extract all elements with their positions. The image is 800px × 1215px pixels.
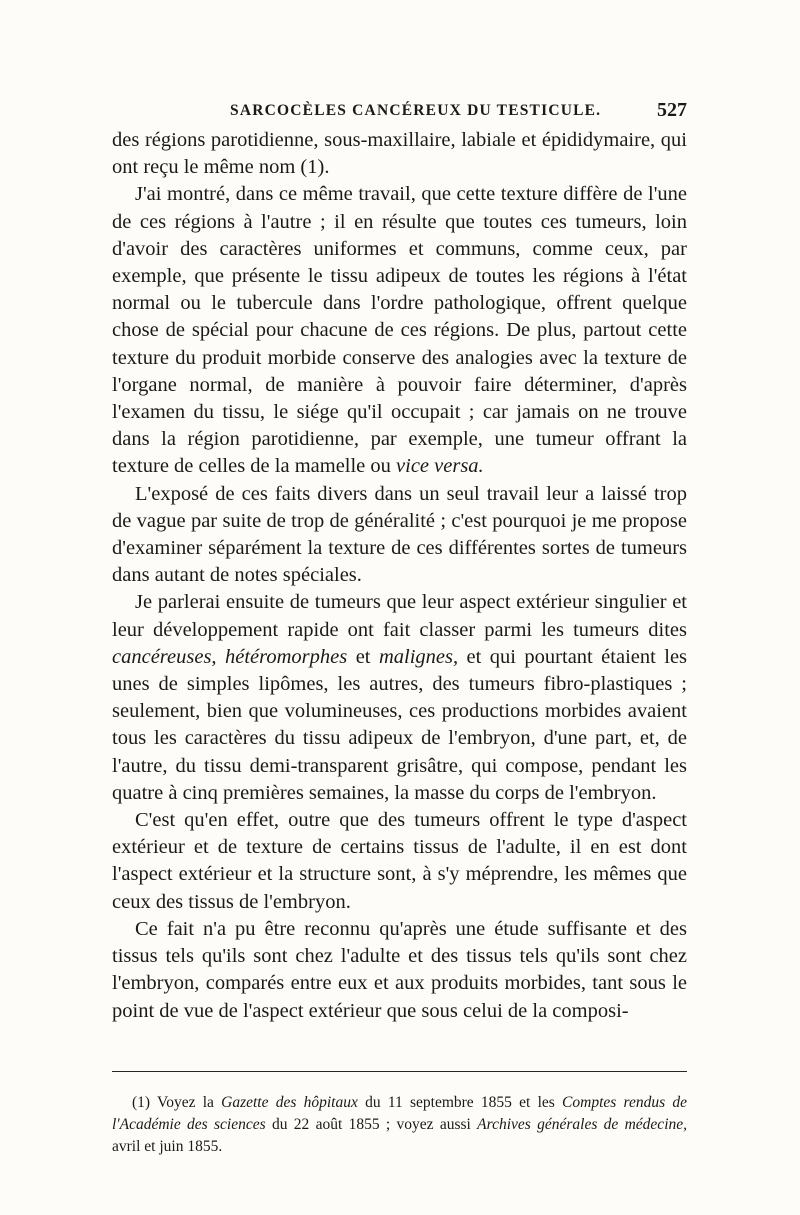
paragraph xyxy=(112,181,687,480)
footnote-text: du 22 août 1855 ; voyez aussi xyxy=(271,1116,471,1133)
footnote-text: avril et juin 1855. xyxy=(112,1138,223,1155)
footnote-text: du 11 septembre 1855 et les xyxy=(365,1094,555,1111)
paragraph-text: , xyxy=(211,645,217,668)
italic-text: Archives générales de médecine, xyxy=(477,1116,688,1133)
paragraph xyxy=(112,481,687,590)
paragraph-text: Je parlerai ensuite de tumeurs que leur aspect extérieur singulier et leur développement rapide ont fait classer parmi les tumeurs dites xyxy=(112,591,687,641)
paragraph-text: et qui pourtant étaient les unes de simples lipômes, les autres, des tumeurs fibro-plastiques ; seulement, bien que volumineuses, ces productions morbides avaient tous les caractères du tissu adipeux de l'embryon, d'une part, et, de l'autre, du tissu demi-transparent grisâtre, qui compose, pendant les quatre à cinq premières semaines, la masse du corps de l'embryon. xyxy=(112,645,688,804)
footnote-divider xyxy=(112,1071,687,1072)
running-title: SARCOCÈLES CANCÉREUX DU TESTICULE. xyxy=(230,102,602,119)
paragraph-text: des régions parotidienne, sous-maxillaire, labiale et épididymaire, qui ont reçu le même nom (1). xyxy=(112,129,687,179)
italic-text: Gazette des hôpitaux xyxy=(221,1094,358,1111)
page-number: 527 xyxy=(657,99,687,121)
paragraph-text: J'ai montré, dans ce même travail, que cette texture diffère de l'une de ces régions à l'autre ; il en résulte que toutes ces tumeurs, loin d'avoir des caractères uniformes et communs, comme ceux, par exemple, que présente le tissu adipeux de toutes les régions à l'état normal ou le tubercule dans l'ordre pathologique, offrent quelque chose de spécial pour chacune de ces régions. De plus, partout cette texture du produit morbide conserve des analogies avec la texture de l'organe normal, de manière à pouvoir faire déterminer, d'après l'examen du tissu, le siége qu'il occupait ; car jamais on ne trouve dans la région parotidienne, par exemple, une tumeur offrant la texture de celles de la mamelle ou xyxy=(112,183,687,478)
italic-text: hétéromorphes xyxy=(225,645,348,668)
paragraph xyxy=(112,589,687,807)
paragraph-text: L'exposé de ces faits divers dans un seul travail leur a laissé trop de vague par suite de trop de généralité ; c'est pourquoi je me propose d'examiner séparément la texture de ces différentes sortes de tumeurs dans autant de notes spéciales. xyxy=(112,482,687,587)
italic-text: cancéreuses xyxy=(112,645,212,668)
paragraph xyxy=(112,127,687,181)
paragraph xyxy=(112,807,687,916)
italic-text: vice versa. xyxy=(396,455,484,478)
footnote xyxy=(112,1092,687,1158)
italic-text: Comptes rendus de l'Académie des sciences xyxy=(112,1094,687,1133)
footnote-text: (1) Voyez la xyxy=(132,1094,214,1111)
paragraph xyxy=(112,916,687,1025)
paragraph-text: C'est qu'en effet, outre que des tumeurs offrent le type d'aspect extérieur et de texture de certains tissus de l'adulte, il en est dont l'aspect extérieur et la structure sont, à s'y méprendre, les mêmes que ceux des tissus de l'embryon. xyxy=(112,809,687,913)
paragraph-text: et xyxy=(355,645,371,668)
paragraph-text: Ce fait n'a pu être reconnu qu'après une étude suffisante et des tissus tels qu'ils sont chez l'adulte et des tissus tels qu'ils sont chez l'embryon, comparés entre eux et aux produits morbides, tant sous le point de vue de l'aspect extérieur que sous celui de la composi- xyxy=(112,917,687,1022)
page-header xyxy=(112,99,687,125)
body-text xyxy=(112,127,687,1025)
italic-text: malignes, xyxy=(378,645,459,668)
